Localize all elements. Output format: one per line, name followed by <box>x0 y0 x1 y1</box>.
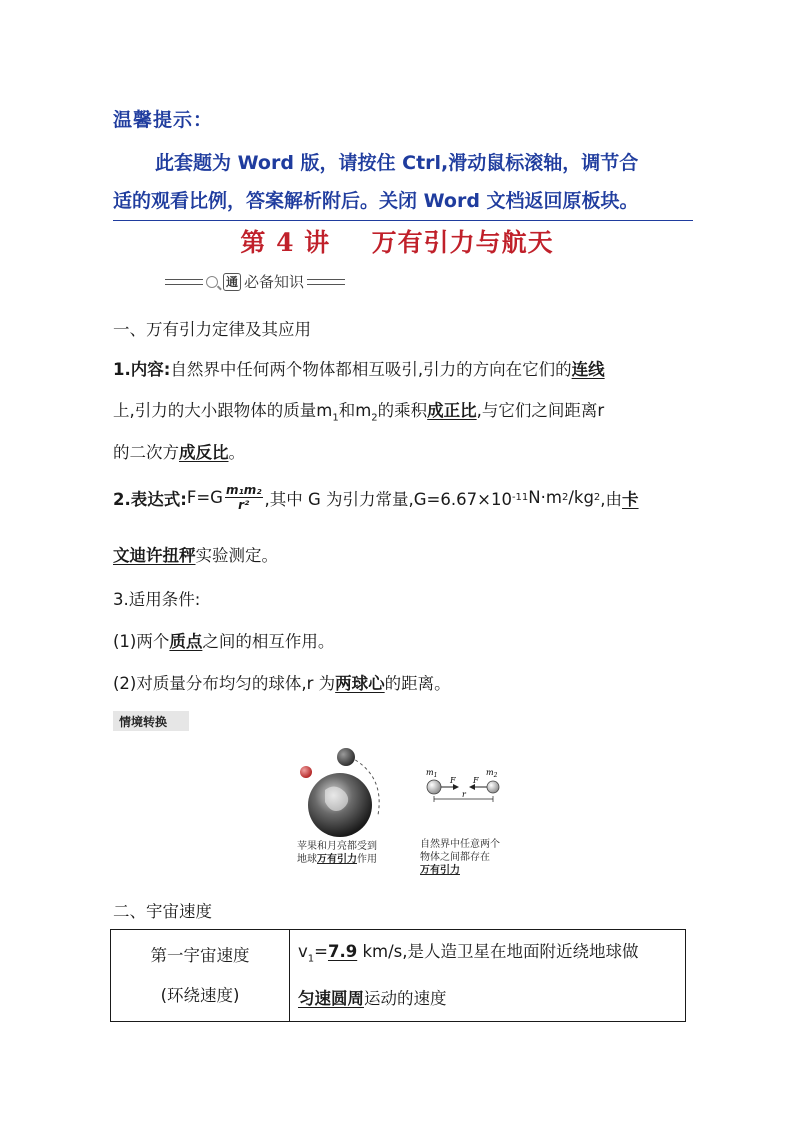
right-caption-3 <box>420 864 500 877</box>
fraction-denominator: r² <box>238 498 250 512</box>
left-caption-suffix: 作用 <box>357 854 377 865</box>
item3-label: 3.适用条件: <box>113 590 201 609</box>
section2-heading: 二、宇宙速度 <box>113 902 212 921</box>
cond1-post: 之间的相互作用。 <box>202 632 335 651</box>
answer-cavendish-part1: 卡 <box>622 489 639 509</box>
answer-lianxian: 连线 <box>571 360 605 379</box>
banner-label: 必备知识 <box>244 273 305 291</box>
speed-desc-text: km/s,是人造卫星在地面附近绕地球做 <box>357 942 639 961</box>
speed-desc-cell <box>290 930 686 1022</box>
knowledge-banner <box>165 271 345 292</box>
item2-text-e: 实验测定。 <box>195 546 278 565</box>
answer-cavendish-part2: 文迪许扭秤 <box>113 546 196 565</box>
mass2-ball <box>487 781 499 793</box>
left-caption-earth: 地球 <box>297 854 317 865</box>
two-masses-illustration <box>420 765 510 810</box>
chapter-number: 第 4 讲 <box>240 228 331 257</box>
cond1-pre: (1)两个 <box>113 632 170 651</box>
chapter-title <box>0 223 794 259</box>
item2-text-a: ,其中 G 为引力常量,G=6.67×10 <box>264 489 512 509</box>
item2-text-b: N·m <box>528 488 562 507</box>
table-row <box>111 930 686 1022</box>
mass1-ball <box>427 780 441 794</box>
item2-sup3: 2 <box>593 492 601 503</box>
item2-text-c: /kg <box>568 488 594 507</box>
item1-text-f: 的二次方 <box>113 443 179 462</box>
banner-line-left <box>165 279 203 285</box>
earth-moon-illustration <box>290 745 390 845</box>
banner-line-right <box>307 279 345 285</box>
formula-fraction <box>225 483 263 512</box>
answer-uniform-circular: 匀速圆周 <box>298 989 364 1009</box>
speed-name-1: 第一宇宙速度 <box>150 945 250 965</box>
speed-name-cell <box>111 930 290 1022</box>
magnifier-icon <box>206 276 218 288</box>
moon-icon <box>337 748 355 766</box>
item1-line2 <box>113 397 604 423</box>
cosmic-speed-table <box>110 929 686 1022</box>
label-r: r <box>462 790 466 799</box>
item1-text-e: ,与它们之间距离r <box>476 401 605 420</box>
answer-qiuxin: 两球心 <box>335 674 385 693</box>
item1-text-b: 上,引力的大小跟物体的质量m <box>113 401 333 420</box>
answer-zhengbi: 成正比 <box>427 401 477 420</box>
right-caption <box>420 838 500 877</box>
item1-text-g: 。 <box>228 443 245 462</box>
fraction-numerator: m₁m₂ <box>225 483 262 497</box>
item3-cond2 <box>113 670 451 694</box>
tip-line-2: 适的观看比例，答案解析附后。关闭 Word 文档返回原板块。 <box>113 182 693 221</box>
label-f2: F <box>473 776 479 785</box>
cond2-post: 的距离。 <box>384 674 451 693</box>
left-caption-1: 苹果和月亮都受到 <box>297 841 377 852</box>
item2-label: 2.表达式: <box>113 489 187 509</box>
speed-v-sub: 1 <box>307 953 315 965</box>
item2-line1 <box>113 483 639 512</box>
item1-text-d: 的乘积 <box>377 401 428 420</box>
right-caption-1: 自然界中任意两个 <box>420 839 500 850</box>
banner-badge: 通 <box>223 273 241 291</box>
item2-sup2: 2 <box>561 492 569 503</box>
speed-desc-text2: 运动的速度 <box>364 989 447 1009</box>
formula-prefix: F=G <box>186 488 223 507</box>
speed-eq: = <box>314 942 328 961</box>
right-caption-gravity: 万有引力 <box>420 865 460 876</box>
item1-line3 <box>113 439 245 463</box>
speed-v: v <box>298 942 308 961</box>
item1-text-a: 自然界中任何两个物体都相互吸引,引力的方向在它们的 <box>170 360 572 379</box>
scene-tag: 情境转换 <box>113 711 189 731</box>
tip-title: 温馨提示： <box>113 109 214 131</box>
apple-icon <box>300 766 312 778</box>
right-caption-2: 物体之间都存在 <box>420 852 490 863</box>
left-caption-2 <box>297 853 377 866</box>
section1-heading: 一、万有引力定律及其应用 <box>113 320 311 339</box>
item1-label: 1.内容: <box>113 360 171 379</box>
item1-sub1: 1 <box>332 412 339 424</box>
answer-speed-value: 7.9 <box>327 942 358 961</box>
speed-desc-1 <box>298 932 677 979</box>
speed-desc-2 <box>298 979 677 1019</box>
item1-sub2: 2 <box>371 412 378 424</box>
speed-name-2: (环绕速度) <box>160 985 240 1005</box>
item1-text-c: 和m <box>338 401 372 420</box>
left-caption-gravity: 万有引力 <box>317 854 357 865</box>
item2-line2 <box>113 542 278 566</box>
item1-line1 <box>113 356 605 380</box>
label-m1: $m_1$ <box>426 768 438 779</box>
label-m2: $m_2$ <box>486 768 498 779</box>
item2-exp: -11 <box>511 492 529 503</box>
tip-line-1: 此套题为 Word 版，请按住 Ctrl,滑动鼠标滚轴，调节合 <box>155 152 639 174</box>
chapter-name: 万有引力与航天 <box>371 228 554 257</box>
item2-text-d: ,由 <box>600 489 623 509</box>
answer-fanbi: 成反比 <box>179 443 229 462</box>
item3-cond1 <box>113 628 334 652</box>
label-f1: F <box>450 776 456 785</box>
left-caption <box>297 840 377 866</box>
answer-zhidian: 质点 <box>169 632 203 651</box>
cond2-pre: (2)对质量分布均匀的球体,r 为 <box>113 674 336 693</box>
tip-body <box>113 144 693 221</box>
